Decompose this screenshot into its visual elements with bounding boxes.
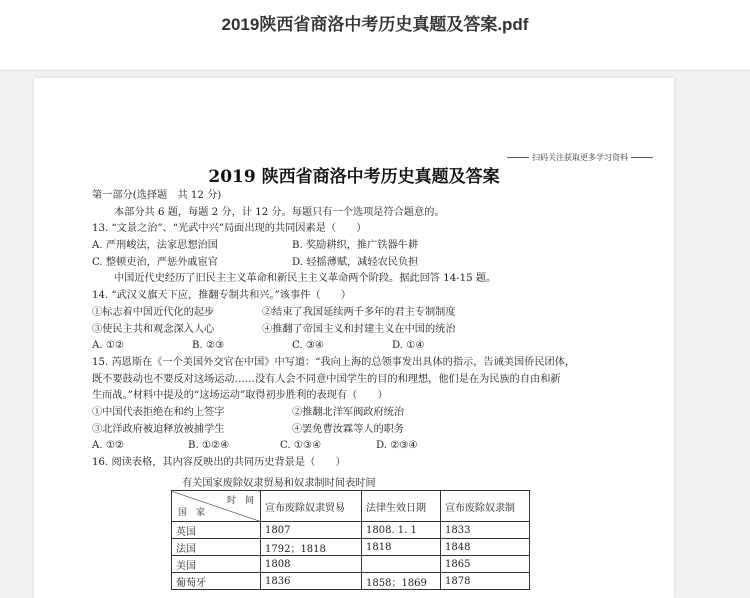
table-cell [362,556,441,573]
corner-time-label: 时 间 [226,496,254,506]
q13-option-a: A. 严刑峻法，法家思想治国 [92,240,218,252]
q13-option-b: B. 奖励耕织，推广铁器牛耕 [292,240,419,252]
table-cell: 1792；1818 [261,539,362,556]
table-cell: 1818 [362,539,441,556]
table-cell: 1878 [441,573,530,590]
table-cell: 葡萄牙 [172,573,261,590]
table-cell: 1808 [261,556,362,573]
promo-rule-left [507,157,529,158]
table-cell: 1807 [261,522,362,539]
exam-body [92,188,652,472]
pdf-page [34,78,674,598]
q16-stem: 16. 阅读表格，其内容反映出的共同历史背景是（ ） [92,457,346,468]
q13-option-c: C. 整顿吏治，严惩外戚宦官 [92,256,218,268]
q14-option-b: B. ②③ [192,340,225,352]
table-row [172,573,530,590]
q15-item-3: ③北洋政府被迫释放被捕学生 [92,423,225,435]
q14-option-a: A. ①② [92,340,125,352]
q15-option-a: A. ①② [92,440,125,452]
q14-item-4: ④推翻了帝国主义和封建主义在中国的统治 [262,323,456,335]
q15-items-34 [92,422,652,439]
table-cell: 1836 [261,573,362,590]
table-cell: 美国 [172,556,261,573]
q15-options [92,438,652,455]
table-row [172,556,530,573]
table-cell: 1833 [441,522,530,539]
q14-items-34 [92,322,652,339]
column-header: 法律生效日期 [362,491,441,522]
document-title: 2019陕西省商洛中考历史真题及答案.pdf [221,15,529,34]
column-header: 宣布废除奴隶制 [441,491,530,522]
table-cell: 1848 [441,539,530,556]
q13-options-cd [92,255,652,272]
column-header: 宣布废除奴隶贸易 [261,491,362,522]
promo-rule-right [631,157,653,158]
table-row [172,522,530,539]
table-header-row [172,491,530,522]
q14-item-2: ②结束了我国延续两千多年的君主专制制度 [262,306,456,318]
q15-option-c: C. ①③④ [280,440,322,452]
q15-item-4: ④罢免曹汝霖等人的职务 [292,423,405,435]
q14-option-c: C. ③④ [292,340,325,352]
intro-14-15: 中国近代史经历了旧民主主义革命和新民主主义革命两个阶段。据此回答 14-15 题。 [114,273,497,285]
table-cell: 1808. 1. 1 [362,522,441,539]
q14-stem: 14. “武汉义旗天下应，推翻专制共和兴。”该事件（ ） [92,290,352,302]
q14-options [92,338,652,355]
q14-item-1: ①标志着中国近代化的起步 [92,306,215,318]
table-corner-cell [172,491,261,522]
q15-line-1: 15. 芮恩斯在《一个美国外交官在中国》中写道：“我向上海的总领事发出具体的指示，告诫美国侨民团体， [92,356,576,368]
q15-line-2: 既不要鼓动也不要反对这场运动……没有人会不同意中国学生的目的和理想，他们是在为民族的自由和新 [92,373,561,385]
table-cell: 1858；1869 [362,573,441,590]
paper-title: 2019 陕西省商洛中考历史真题及答案 [208,167,500,187]
table-cell: 法国 [172,539,261,556]
q15-option-b: B. ①②④ [188,440,230,452]
q13-stem: 13. “文景之治”、“光武中兴”局面出现的共同因素是（ ） [92,223,367,235]
q15-items-12 [92,405,652,422]
q13-options-ab [92,238,652,255]
instructions: 本部分共 6 题，每题 2 分，计 12 分。每题只有一个选项是符合题意的。 [114,206,445,218]
q15-item-1: ①中国代表拒绝在和约上签字 [92,406,225,418]
q14-item-3: ③使民主共和观念深入人心 [92,323,215,335]
q14-items-12 [92,305,652,322]
corner-country-label: 国 家 [178,508,206,518]
table-caption: 有关国家废除奴隶贸易和奴隶制时间表时间 [182,478,376,489]
q15-option-d: D. ②③④ [376,440,418,452]
table-row [172,539,530,556]
part-heading: 第一部分(选择题 共 12 分) [92,190,222,201]
q15-item-2: ②推翻北洋军阀政府统治 [292,406,405,418]
q14-option-d: D. ①④ [392,340,425,352]
q13-option-d: D. 轻摇薄赋，减轻农民负担 [292,256,419,268]
promo-text: 扫码关注获取更多学习资料 [532,153,628,162]
table-cell: 英国 [172,522,261,539]
history-table [171,490,530,590]
table-cell: 1865 [441,556,530,573]
viewer-header [0,0,750,71]
q15-line-3: 生而战。”材料中提及的“这场运动”取得初步胜利的表现有（ ） [92,390,388,402]
